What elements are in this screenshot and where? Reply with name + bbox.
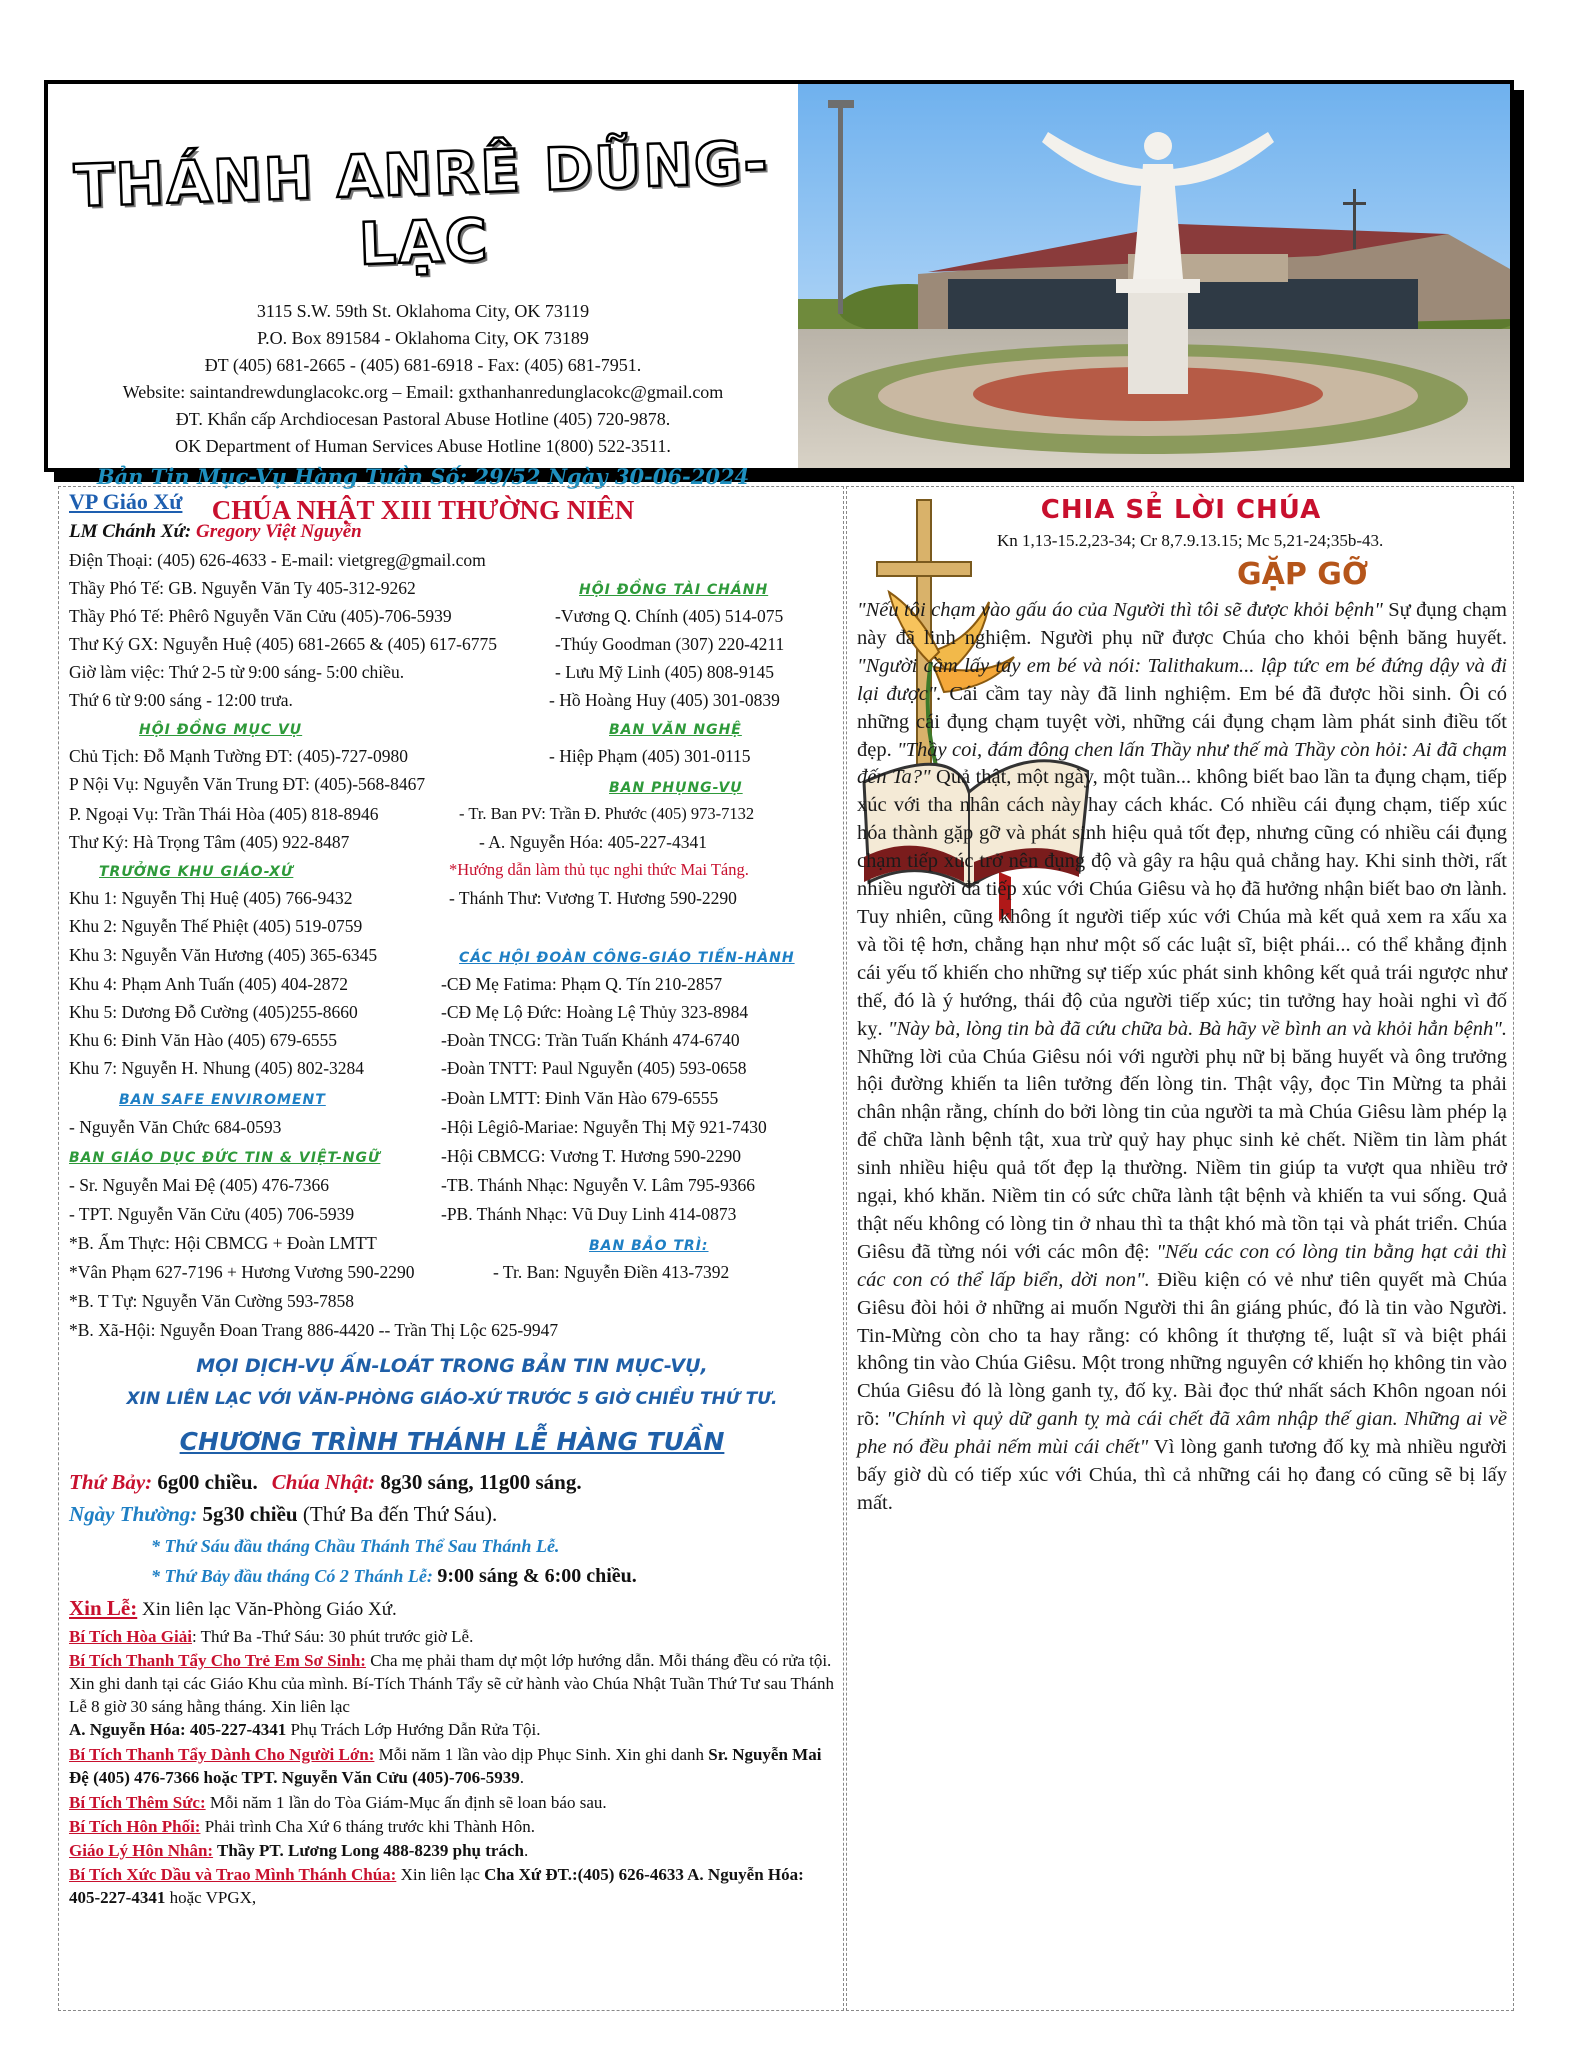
- associations-heading: CÁC HỘI ĐOÀN CÔNG-GIÁO TIẾN-HÀNH: [459, 950, 795, 966]
- sacrament-text: Phải trình Cha Xứ 6 tháng trước khi Thành Hôn.: [200, 1817, 535, 1836]
- sacrament-label: Bí Tích Thanh Tẩy Dành Cho Người Lớn:: [69, 1745, 375, 1764]
- pastor-label: LM Chánh Xứ:: [69, 521, 197, 542]
- finance-heading: HỘI ĐỒNG TÀI CHÁNH: [579, 582, 769, 598]
- sacrament-contact: A. Nguyễn Hóa: 405-227-4341: [69, 1720, 287, 1739]
- sacrament-contact: Thầy PT. Lương Long 488-8239 phụ trách: [213, 1841, 524, 1860]
- office-heading: VP Giáo Xứ: [69, 489, 183, 514]
- first-saturday-times: 9:00 sáng & 6:00 chiều.: [437, 1565, 637, 1587]
- funeral-contact: - Thánh Thư: Vương T. Hương 590-2290: [449, 888, 737, 908]
- sacrament-text: Mỗi năm 1 lần do Tòa Giám-Mục ấn định sẽ loan báo sau.: [205, 1793, 607, 1812]
- association: -Hội CBMCG: Vương T. Hương 590-2290: [441, 1146, 741, 1166]
- sacrament-text: Cha mẹ phải tham dự một lớp hướng dẫn. Mỗi tháng đều có rửa tội. Xin ghi danh tại các Giáo Khu của mình. Bí-Tích Thánh Tẩy sẽ cử hành vào Chúa Nhật Tuần Thứ Tư sau Thánh Lễ 8 giờ 30 sáng hằng tháng. Xin liên lạc: [69, 1651, 834, 1716]
- association: -Đoàn TNTT: Paul Nguyễn (405) 593-0658: [441, 1058, 747, 1078]
- secretary: Thư Ký GX: Nguyễn Huệ (405) 681-2665 & (405) 617-6775: [69, 634, 497, 654]
- saturday-time: 6g00 chiều.: [152, 1470, 258, 1494]
- office-phone: Điện Thoại: (405) 626-4633 - E-mail: vietgreg@gmail.com: [69, 550, 486, 570]
- association: -CĐ Mẹ Fatima: Phạm Q. Tín 210-2857: [441, 974, 723, 994]
- reflection-body: [857, 597, 1507, 1518]
- zone-4: Khu 4: Phạm Anh Tuấn (405) 404-2872: [69, 974, 349, 994]
- sacrament-label: Giáo Lý Hôn Nhân:: [69, 1841, 214, 1860]
- liturgy-member: - A. Nguyễn Hóa: 405-227-4341: [479, 832, 707, 852]
- sacrament-item: [69, 1625, 835, 1648]
- mass-intentions-text: Xin liên lạc Văn-Phòng Giáo Xứ.: [137, 1599, 397, 1620]
- education-member: - Sr. Nguyễn Mai Đệ (405) 476-7366: [69, 1175, 330, 1195]
- sunday-label: Chúa Nhật:: [271, 1470, 376, 1494]
- sacrament-item: [69, 1743, 835, 1789]
- parish-title: THÁNH ANRÊ DŨNG-LẠC: [73, 127, 771, 279]
- finance-member: -Vương Q. Chính (405) 514-075: [555, 606, 784, 626]
- sacrament-label: Bí Tích Hôn Phối:: [69, 1817, 201, 1836]
- bulletin-number: Bản Tin Mục-Vụ Hàng Tuần Số: 29/52 Ngày 30-06-2024: [96, 464, 750, 489]
- mass-intentions-label: Xin Lễ:: [69, 1596, 138, 1620]
- zone-2: Khu 2: Nguyễn Thế Phiệt (405) 519-0759: [69, 916, 363, 936]
- safe-env-heading: BAN SAFE ENVIROMENT: [119, 1092, 326, 1108]
- reflection-paragraph: Những lời của Chúa Giêsu nói với người phụ nữ bị băng huyết và ông trưởng hội đường khiến ta liên tưởng đến lòng tin. Thật vậy, đọc Tin Mừng ta phải chân nhận rằng, chính do bởi lòng tin của người ta mà Chúa Giêsu làm phép lạ để chữa lành bệnh tật, xua trừ quỷ hay phục sinh kẻ chết. Niềm tin làm phát sinh nhiều hiệu quả tốt đẹp lạ thường. Niềm tin giúp ta vượt qua nhiều trở ngại, khó khăn. Niềm tin có sức chữa lành tật bệnh và khiến ta vui sống. Quả thật nếu không có lòng tin ở nhau thì ta thật khó mà tồn tại và phát triển. Chúa Giêsu đã từng nói với các môn đệ:: [857, 1045, 1507, 1263]
- sacrament-note: .: [523, 1841, 529, 1860]
- finance-member: -Thúy Goodman (307) 220-4211: [555, 634, 785, 654]
- first-friday: * Thứ Sáu đầu tháng Chầu Thánh Thể Sau Thánh Lễ.: [151, 1536, 560, 1556]
- liturgy-member: - Tr. Ban PV: Trần Đ. Phước (405) 973-7132: [459, 804, 755, 823]
- dhs-hotline: OK Department of Human Services Abuse Hotline 1(800) 522-3511.: [175, 436, 671, 456]
- weekday-masses: [69, 1503, 497, 1525]
- address-block: [48, 298, 798, 460]
- safe-env-member: - Nguyễn Văn Chức 684-0593: [69, 1117, 282, 1137]
- pastoral-member: P. Ngoại Vụ: Trần Thái Hòa (405) 818-8946: [69, 804, 379, 824]
- zone-6: Khu 6: Đinh Văn Hào (405) 679-6555: [69, 1030, 337, 1050]
- education-member: - TPT. Nguyễn Văn Cửu (405) 706-5939: [69, 1204, 355, 1224]
- sacrament-text: : Thứ Ba -Thứ Sáu: 30 phút trước giờ Lễ.: [191, 1627, 474, 1646]
- abuse-hotline: ĐT. Khẩn cấp Archdiocesan Pastoral Abuse Hotline (405) 720-9878.: [175, 409, 671, 429]
- arts-heading: BAN VĂN NGHỆ: [609, 722, 742, 738]
- sunday-time: 8g30 sáng, 11g00 sáng.: [375, 1470, 582, 1494]
- welfare-team: *B. T Tự: Nguyễn Văn Cường 593-7858: [69, 1291, 355, 1311]
- pastor-line: [69, 521, 362, 543]
- sacrament-contact: Cha Xứ ĐT.:(405) 626-4633 A. Nguyễn Hóa: 405-227-4341: [69, 1865, 804, 1907]
- association: -Hội Lêgiô-Mariae: Nguyễn Thị Mỹ 921-7430: [441, 1117, 767, 1137]
- scripture-quote: "Này bà, lòng tin bà đã cứu chữa bà. Bà hãy về bình an và khỏi hẳn bệnh".: [887, 1017, 1507, 1040]
- sacrament-item: [69, 1863, 835, 1909]
- association: -Đoàn TNCG: Trần Tuấn Khánh 474-6740: [441, 1030, 740, 1050]
- first-saturday-label: * Thứ Bảy đầu tháng Có 2 Thánh Lễ:: [151, 1566, 438, 1586]
- print-notice-1: MỌI DỊCH-VỤ ẤN-LOÁT TRONG BẢN TIN MỤC-VỤ,: [196, 1355, 708, 1377]
- reflection-paragraph: Điều kiện có vẻ như tiên quyết mà Chúa Giêsu đòi hỏi ở những ai muốn Người thi ân giáng phúc, đó là tin vào Người. Tin-Mừng còn cho ta hay rằng: có không ít thượng tế, luật sĩ và biệt phái không tin vào Chúa Giêsu. Một trong những nguyên cớ khiến họ không tin vào Chúa Giêsu đó là lòng ganh tỵ, đố kỵ. Bài đọc thứ nhất sách Khôn ngoan nói rõ:: [857, 1268, 1507, 1431]
- liturgy-heading: BAN PHỤNG-VỤ: [609, 780, 743, 796]
- sacrament-item: [69, 1649, 835, 1741]
- zone-1: Khu 1: Nguyễn Thị Huệ (405) 766-9432: [69, 888, 353, 908]
- social-team: *B. Xã-Hội: Nguyễn Đoan Trang 886-4420 -- Trần Thị Lộc 625-9947: [69, 1320, 559, 1340]
- scripture-quote: "Chính vì quỷ dữ ganh tỵ mà cái chết đã xâm nhập thế gian. Những ai về phe nó đều phải nếm mùi cái chết": [857, 1408, 1507, 1459]
- scripture-quote: "Người cầm lấy tay em bé và nói: Talithakum... lập tức em bé đứng dậy và đi lại được".: [857, 654, 1507, 705]
- association: -PB. Thánh Nhạc: Vũ Duy Linh 414-0873: [441, 1204, 737, 1224]
- street-address: 3115 S.W. 59th St. Oklahoma City, OK 73119: [256, 301, 590, 321]
- first-saturday: [151, 1565, 637, 1587]
- education-heading: BAN GIÁO DỤC ĐỨC TIN & VIỆT-NGỮ: [69, 1150, 381, 1166]
- pastoral-member: P Nội Vụ: Nguyễn Văn Trung ĐT: (405)-568-8467: [69, 774, 426, 794]
- zone-3: Khu 3: Nguyễn Văn Hương (405) 365-6345: [69, 945, 378, 965]
- food-team: *B. Ẩm Thực: Hội CBMCG + Đoàn LMTT: [69, 1233, 377, 1253]
- reflection-paragraph: Quả thật, một ngày, một tuần... không biết bao lần ta đụng chạm, tiếp xúc với tha nhân cách này hay cách khác. Có nhiều cái đụng chạm, tiếp xúc hóa thành gặp gỡ và phát sinh hiệu quả tốt đẹp, nhưng cũng có nhiều cái đụng chạm tiếp xúc trở nên đụng độ và gây ra hậu quả chẳng hay. Khi sinh thời, rất nhiều người đã tiếp xúc với Chúa Giêsu và họ đã hưởng nhận biết bao ơn lành. Tuy nhiên, cũng không ít người tiếp xúc với Chúa mà kết quả xem ra xấu xa và tồi tệ hơn, chẳng hạn như một số các luật sĩ, biệt phái... có thể khẳng định cái yếu tố khiến cho những sự tiếp xúc phát sinh không kết quả trái ngược như thế, đó là ý hướng, thái độ của người tiếp xúc; tin tưởng hay hoài nghi vì đố kỵ.: [857, 766, 1507, 1040]
- phone-line: ĐT (405) 681-2665 - (405) 681-6918 - Fax: (405) 681-7951.: [204, 355, 642, 375]
- sacrament-text: Mỗi năm 1 lần vào dịp Phục Sinh. Xin ghi danh: [374, 1745, 709, 1764]
- association: -Đoàn LMTT: Đinh Văn Hào 679-6555: [441, 1088, 719, 1108]
- scripture-readings: Kn 1,13-15.2,23-34; Cr 8,7.9.13.15; Mc 5,21-24;35b-43.: [997, 531, 1384, 550]
- parish-info-column: [58, 486, 844, 2011]
- sacrament-label: Bí Tích Thêm Sức:: [69, 1793, 206, 1812]
- pastoral-member: Chủ Tịch: Đỗ Mạnh Tường ĐT: (405)-727-0980: [69, 746, 408, 766]
- arts-member: - Hiệp Phạm (405) 301-0115: [549, 746, 751, 766]
- finance-member: - Lưu Mỹ Linh (405) 808-9145: [555, 662, 774, 682]
- sacrament-label: Bí Tích Xức Dầu và Trao Mình Thánh Chúa:: [69, 1865, 397, 1884]
- pastoral-heading: HỘI ĐỒNG MỤC VỤ: [139, 722, 303, 738]
- association: -TB. Thánh Nhạc: Nguyễn V. Lâm 795-9366: [441, 1175, 755, 1195]
- sacrament-item: [69, 1791, 835, 1814]
- sacrament-text: Xin liên lạc: [396, 1865, 485, 1884]
- reflection-subtitle: GẶP GỠ: [1237, 557, 1369, 592]
- deacon-2: Thầy Phó Tế: Phêrô Nguyễn Văn Cửu (405)-706-5939: [69, 606, 452, 626]
- office-hours-fri: Thứ 6 từ 9:00 sáng - 12:00 trưa.: [69, 690, 293, 710]
- funeral-note: *Hướng dẫn làm thủ tục nghi thức Mai Táng.: [449, 860, 749, 879]
- scripture-quote: "Nếu tôi chạm vào gấu áo của Người thì tôi sẽ được khỏi bệnh": [857, 599, 1383, 621]
- office-hours: Giờ làm việc: Thứ 2-5 từ 9:00 sáng- 5:00 chiều.: [69, 662, 405, 682]
- reflection-paragraph: Sự đụng chạm này đã linh nghiệm. Người phụ nữ được Chúa cho khỏi bệnh băng huyết.: [857, 599, 1507, 649]
- sacrament-note: Phụ Trách Lớp Hướng Dẫn Rửa Tội.: [286, 1720, 541, 1739]
- reflection-paragraph: Vì lòng ganh tương đố kỵ mà nhiều người bấy giờ dù có tiếp xúc với Chúa, thì cả những cái họ đang có cũng sẽ bị lấy mất.: [857, 1436, 1508, 1514]
- maintenance-heading: BAN BẢO TRÌ:: [589, 1238, 709, 1254]
- weekday-note: (Thứ Ba đến Thứ Sáu).: [297, 1502, 498, 1526]
- church-statue-image: [798, 84, 1510, 468]
- sacrament-label: Bí Tích Thanh Tẩy Cho Trẻ Em Sơ Sinh:: [69, 1651, 366, 1670]
- sacrament-contact: Sr. Nguyễn Mai Đệ (405) 476-7366 hoặc TPT. Nguyễn Văn Cửu (405)-706-5939: [69, 1745, 822, 1787]
- saturday-label: Thứ Bảy:: [69, 1470, 153, 1494]
- deacon-1: Thầy Phó Tế: GB. Nguyễn Văn Ty 405-312-9262: [69, 578, 416, 598]
- association: -CĐ Mẹ Lộ Đức: Hoàng Lệ Thủy 323-8984: [441, 1002, 749, 1022]
- weekday-label: Ngày Thường:: [69, 1502, 198, 1526]
- po-box: P.O. Box 891584 - Oklahoma City, OK 73189: [257, 328, 589, 348]
- sacrament-note: .: [519, 1768, 525, 1787]
- finance-member: - Hồ Hoàng Huy (405) 301-0839: [549, 690, 780, 710]
- reflection-column: [846, 486, 1514, 2011]
- pastor-name: Gregory Việt Nguyễn: [196, 521, 362, 542]
- weekday-time: 5g30 chiều: [197, 1502, 298, 1526]
- scripture-quote: "Thầy coi, đám đông chen lấn Thầy như thế mà Thầy còn hỏi: Ai đã chạm đến Ta?": [857, 738, 1507, 789]
- zone-heading: TRƯỞNG KHU GIÁO-XỨ: [99, 864, 294, 880]
- reflection-title: CHIA SẺ LỜI CHÚA: [1040, 495, 1322, 525]
- sacrament-note: hoặc VPGX,: [165, 1888, 257, 1907]
- church-photo: [798, 84, 1510, 468]
- sacrament-item: [69, 1815, 835, 1838]
- sacrament-item: [69, 1839, 835, 1862]
- sacrament-label: Bí Tích Hòa Giải: [69, 1627, 192, 1646]
- maintenance-member: - Tr. Ban: Nguyễn Điền 413-7392: [493, 1262, 730, 1282]
- liturgical-sunday: CHÚA NHẬT XIII THƯỜNG NIÊN: [211, 495, 635, 525]
- print-notice-2: XIN LIÊN LẠC VỚI VĂN-PHÒNG GIÁO-XỨ TRƯỚC 5 GIỜ CHIỀU THỨ TƯ.: [126, 1389, 778, 1409]
- mass-schedule-heading: CHƯƠNG TRÌNH THÁNH LỄ HÀNG TUẦN: [179, 1427, 725, 1456]
- weekend-masses: [69, 1471, 582, 1493]
- scripture-quote: "Nếu các con có lòng tin bằng hạt cải thì các con có thể lấp biển, dời non".: [857, 1240, 1507, 1291]
- food-contacts: *Vân Phạm 627-7196 + Hương Vương 590-2290: [69, 1262, 415, 1282]
- mass-intentions: [69, 1597, 397, 1621]
- zone-5: Khu 5: Dương Đỗ Cường (405)255-8660: [69, 1002, 358, 1022]
- website-email-line: Website: saintandrewdunglacokc.org – Email: gxthanhanredunglacokc@gmail.com: [122, 382, 724, 402]
- zone-7: Khu 7: Nguyễn H. Nhung (405) 802-3284: [69, 1058, 365, 1078]
- reflection-paragraph: Cái cầm tay này đã linh nghiệm. Em bé đã được hồi sinh. Ôi có những cái đụng chạm tuyệt vời, những cái đụng chạm làm phát sinh điều tốt đẹp.: [857, 682, 1507, 761]
- pastoral-member: Thư Ký: Hà Trọng Tâm (405) 922-8487: [69, 832, 350, 852]
